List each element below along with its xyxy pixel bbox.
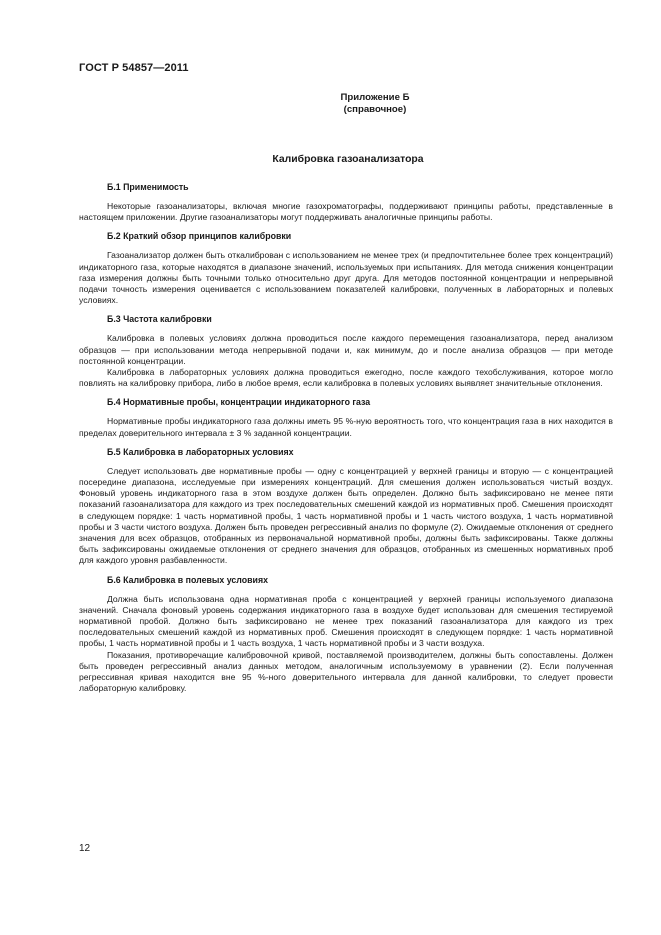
appendix-kind: (справочное) <box>343 104 407 115</box>
paragraph: Нормативные пробы индикаторного газа должны иметь 95 %-ную вероятность того, что концентрация газа в них находится в пределах доверительного интервала ± 3 % заданной концентрации. <box>79 416 613 438</box>
section-b4 <box>79 397 613 438</box>
document-id: ГОСТ Р 54857—2011 <box>79 62 189 74</box>
section-heading: Б.2 Краткий обзор принципов калибровки <box>107 231 292 242</box>
paragraph: Калибровка в лабораторных условиях должна проводиться ежегодно, после каждого техобслуживания, которое могло повлиять на калибровку прибора, либо в любое время, если калибровка в полевых условиях выявляет значительные отклонения. <box>79 367 613 389</box>
paragraph: Следует использовать две нормативные пробы — одну с концентрацией у верхней границы и вторую — с концентрацией посередине диапазона, исследуемые при измерениях концентраций. Для смешения должен использоваться чистый воздух. Фоновый уровень индикаторного газа в этом воздухе должен быть определен. Должно быть зафиксировано не менее пяти показаний газоанализатора для каждого из трех последовательных смешений каждой из нормативных проб. Смешения происходят в следующем порядке: 1 часть нормативной пробы, 1 часть нормативной пробы и 1 часть чистого воздуха, 1 часть нормативной пробы и 3 части чистого воздуха. Должен быть проведен регрессивный анализ по формуле (2). Ожидаемые отклонения от среднего значения для всех образцов, отобранных из первоначальной нормативной пробы, должны быть зафиксированы. Также должны быть зафиксированы ожидаемые отклонения от среднего значения для образцов, отобранных из смешенных нормативных проб для каждого уровня разбавленности. <box>79 465 613 566</box>
section-b6 <box>79 575 613 695</box>
paragraph: Газоанализатор должен быть откалиброван с использованием не менее трех (и предпочтительнее более трех концентраций) индикаторного газа, которые находятся в диапазоне значений, используемых при испытаниях. Для метода снижения концентрации газа измерения должны быть точными только относительно друг друга. Для методов постоянной концентрации и непрерывной подачи точность измерения оценивается с использованием показателей калибровки, полученных в лабораторных и полевых условиях. <box>79 250 613 306</box>
appendix-heading <box>230 92 520 116</box>
section-heading: Б.1 Применимость <box>107 182 189 192</box>
appendix-title: Приложение Б <box>340 92 410 103</box>
paragraph: Показания, противоречащие калибровочной кривой, поставляемой производителем, должны быть сопоставлены. Должен быть проведен регрессивный анализ данных методом, аналогичным используемому в уравнении (2). Если полученная регрессивная кривая находится вне 95 %-ного доверительного интервала для данной калибровки, то следует провести лабораторную калибровку. <box>79 649 613 694</box>
section-b5 <box>79 447 613 567</box>
section-heading: Б.5 Калибровка в лабораторных условиях <box>107 446 294 457</box>
section-heading: Б.4 Нормативные пробы, концентрации индикаторного газа <box>107 397 371 408</box>
section-heading: Б.3 Частота калибровки <box>107 314 212 325</box>
section-b2 <box>79 231 613 306</box>
page-number: 12 <box>79 843 91 854</box>
section-heading: Б.6 Калибровка в полевых условиях <box>107 574 268 585</box>
document-body <box>79 182 613 695</box>
paragraph: Некоторые газоанализаторы, включая многие газохроматографы, поддерживают принципы работы, представленные в настоящем приложении. Другие газоанализаторы могут поддерживать аналогичные принципы работы. <box>79 201 613 223</box>
section-b3 <box>79 314 613 389</box>
paragraph: Калибровка в полевых условиях должна проводиться после каждого перемещения газоанализатора, перед анализом образцов — при использовании метода непрерывной подачи и, как минимум, до и после анализа образцов — при методе постоянной концентрации. <box>79 333 613 366</box>
paragraph: Должна быть использована одна нормативная проба с концентрацией у верхней границы используемого диапазона значений. Сначала фоновый уровень содержания индикаторного газа в воздухе будет использован для смешения тестируемой нормативной пробой. Должно быть зафиксировано не менее трех показаний газоанализатора для каждого из трех последовательных смешений каждой из нормативных проб. Смешения происходят в следующем порядке: 1 часть нормативной пробы, 1 часть нормативной пробы и 1 часть воздуха, 1 часть нормативной пробы и 3 части воздуха. <box>79 593 613 649</box>
page-title: Калибровка газоанализатора <box>272 154 424 165</box>
section-b1 <box>79 182 613 223</box>
